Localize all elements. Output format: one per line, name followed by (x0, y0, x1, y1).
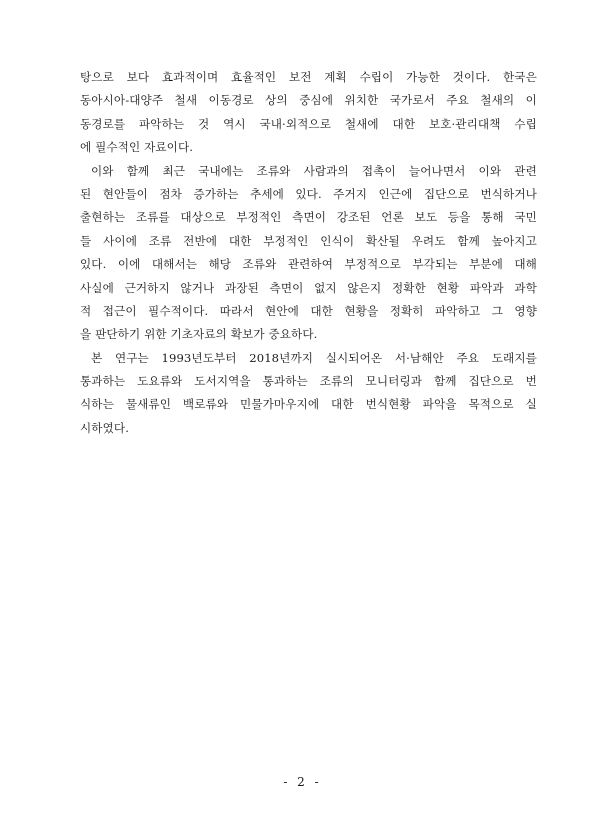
text-line: 출현하는 조류를 대상으로 부정적인 측면이 강조된 언론 보도 등을 통해 국민 (80, 210, 537, 225)
page-number: - 2 - (283, 775, 322, 789)
text-line: 동아시아-대양주 철새 이동경로 상의 중심에 위치한 국가로서 주요 철새의 이 (80, 93, 537, 108)
text-line: 이와 함께 최근 국내에는 조류와 사람과의 접촉이 늘어나면서 이와 관련 (91, 163, 537, 178)
text-line: 통과하는 도요류와 도서지역을 통과하는 조류의 모니터링과 함께 집단으로 번 (80, 374, 537, 389)
text-line: 적 접근이 필수적이다. 따라서 현안에 대한 현황을 정확히 파악하고 그 영향 (80, 303, 537, 318)
text-line: 식하는 물새류인 백로류와 민물가마우지에 대한 번식현황 파악을 목적으로 실 (80, 397, 537, 412)
text-line: 탕으로 보다 효과적이며 효율적인 보전 계획 수립이 가능한 것이다. 한국은 (80, 70, 537, 84)
text-line: 본 연구는 1993년도부터 2018년까지 실시되어온 서·남해안 주요 도래지를 (91, 350, 537, 365)
text-line: 시하였다. (80, 420, 129, 435)
text-line: 된 현안들이 점차 증가하는 추세에 있다. 주거지 인근에 집단으로 번식하거나 (80, 186, 537, 201)
body-text (80, 66, 537, 440)
text-line: 동경로를 파악하는 것 역시 국내·외적으로 철새에 대한 보호·관리대책 수립 (80, 116, 537, 131)
text-line: 들 사이에 조류 전반에 대한 부정적인 인식이 확산될 우려도 함께 높아지고 (80, 233, 537, 248)
text-line: 에 필수적인 자료이다. (80, 140, 194, 155)
text-line: 을 판단하기 위한 기초자료의 확보가 중요하다. (80, 327, 318, 342)
text-line: 있다. 이에 대해서는 해당 조류와 관련하여 부정적으로 부각되는 부분에 대해 (80, 257, 537, 272)
text-line: 사실에 근거하지 않거나 과장된 측면이 없지 않은지 정확한 현황 파악과 과학 (80, 280, 537, 295)
